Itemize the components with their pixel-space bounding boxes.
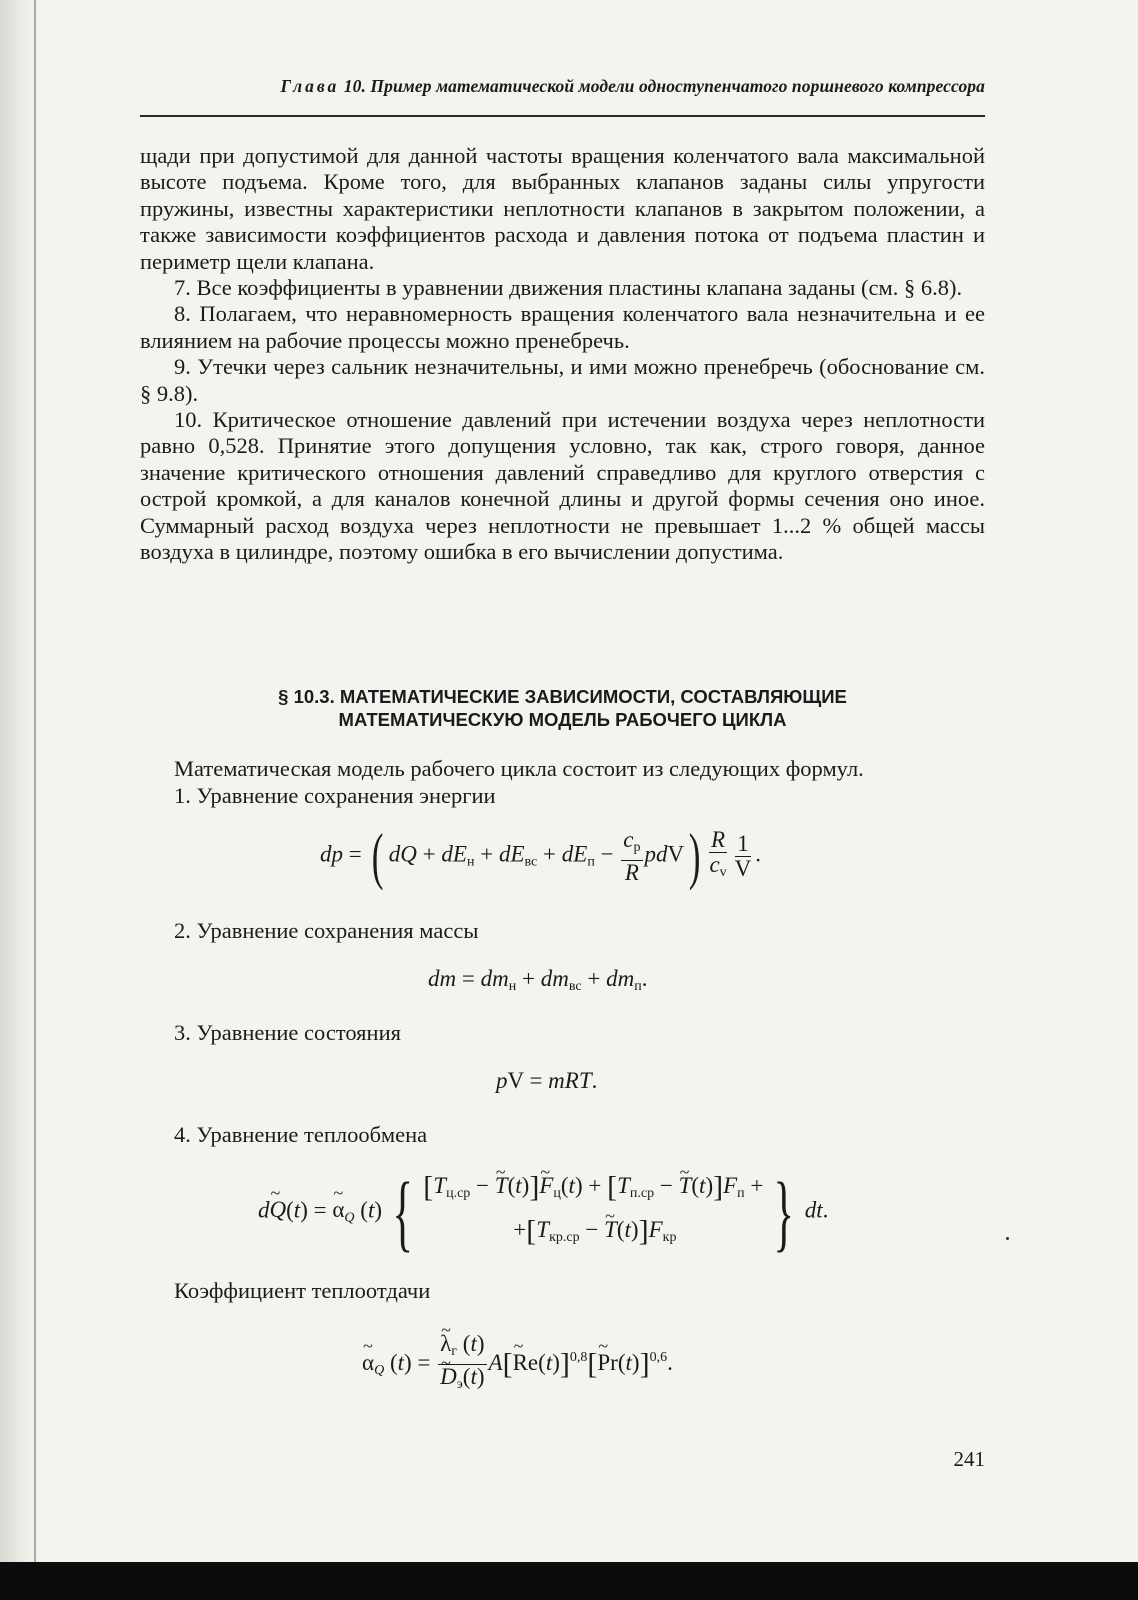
equation-energy: dp = ( dQ + $dE_н + dE_{вс} + dE_п$ − $\frac{c_p}{R}$ pdV) $\frac{R}{c_v}$ $\frac{1}{V}$ .: [320, 820, 762, 891]
equation-mass: dm = $dm_н + dm_{вс} + dm_п$.: [428, 966, 648, 994]
scan-binding-line: [34, 0, 36, 1600]
chapter-title: 10. Пример математической модели одноступенчатого поршневого компрессора: [343, 76, 985, 96]
equation-state: pV = mRT.: [496, 1068, 598, 1093]
running-head: [190, 76, 985, 97]
coefficient-label: Коэффициент теплоотдачи: [174, 1278, 431, 1303]
section-heading-line-1: § 10.3. МАТЕМАТИЧЕСКИЕ ЗАВИСИМОСТИ, СОСТАВЛЯЮЩИЕ: [278, 686, 847, 707]
item-4-label: 4. Уравнение теплообмена: [174, 1122, 428, 1147]
page-number: 241: [953, 1447, 985, 1471]
paragraph-continued: щади при допустимой для данной частоты вращения коленчатого вала максимальной высоте подъема. Кроме того, для выбранных клапанов заданы силы упругости пружины, известны характеристики неплотности клапанов в закрытом положении, а также зависимости коэффициентов расхода и давления потока от подъема пластин и периметр щели клапана.: [140, 143, 985, 274]
header-rule: [140, 115, 985, 117]
item-3-label: 3. Уравнение состояния: [174, 1020, 401, 1045]
paragraph-10: 10. Критическое отношение давлений при истечении воздуха через неплотности равно 0,528. Принятие этого допущения условно, так как, строго говоря, данное значение критического отношения давлений справедливо для круглого отверстия с острой кромкой, а для каналов конечной длины и другой формы сечения оно иное. Суммарный расход воздуха через неплотности не превышает 1...2 % общей массы воздуха в цилиндре, поэтому ошибка в его вычислении допустима.: [140, 407, 985, 565]
paragraph-7: 7. Все коэффициенты в уравнении движения пластины клапана заданы (см. § 6.8).: [174, 275, 963, 301]
item-2-label: 2. Уравнение сохранения массы: [174, 918, 479, 943]
paragraph-9: 9. Утечки через сальник незначительны, и ими можно пренебречь (обоснование см. § 9.8).: [140, 354, 985, 406]
equation-heat-exchange: d~ Q(t) = ~ $\alpha_Q$ (t) { [$T_{ц.ср}$ − ~ T(t)]~ $F_ц(t) + [T_{п.ср}$ − ~ $T(t)]F_п$ + $+[T_{кр.ср}$ − ~ $T(t)]F_{кр}$ } dt.: [258, 1168, 828, 1256]
scan-left-edge: [0, 0, 36, 1600]
body-text: [140, 143, 985, 566]
section-heading: [140, 685, 985, 731]
scan-bottom-border: [0, 1562, 1138, 1600]
section-heading-line-2: МАТЕМАТИЧЕСКУЮ МОДЕЛЬ РАБОЧЕГО ЦИКЛА: [338, 709, 787, 730]
paragraph-8: 8. Полагаем, что неравномерность вращения коленчатого вала незначительна и ее влиянием на рабочие процессы можно пренебречь.: [140, 301, 985, 353]
equation-heat-transfer-coefficient: ~ $\alpha_Q$ (t) = ~ $\lambda_г$ (t) ~ $D_э(t)$ A[~ Re(t)]$^{0,8}$[~ Pr(t)]$^{0,6}$.: [362, 1332, 673, 1397]
section-intro: [140, 755, 985, 809]
scan-speck: [1006, 1237, 1009, 1240]
item-1-label: 1. Уравнение сохранения энергии: [174, 783, 496, 808]
intro-sentence: Математическая модель рабочего цикла состоит из следующих формул.: [174, 756, 864, 781]
chapter-word: Глава: [280, 76, 340, 96]
